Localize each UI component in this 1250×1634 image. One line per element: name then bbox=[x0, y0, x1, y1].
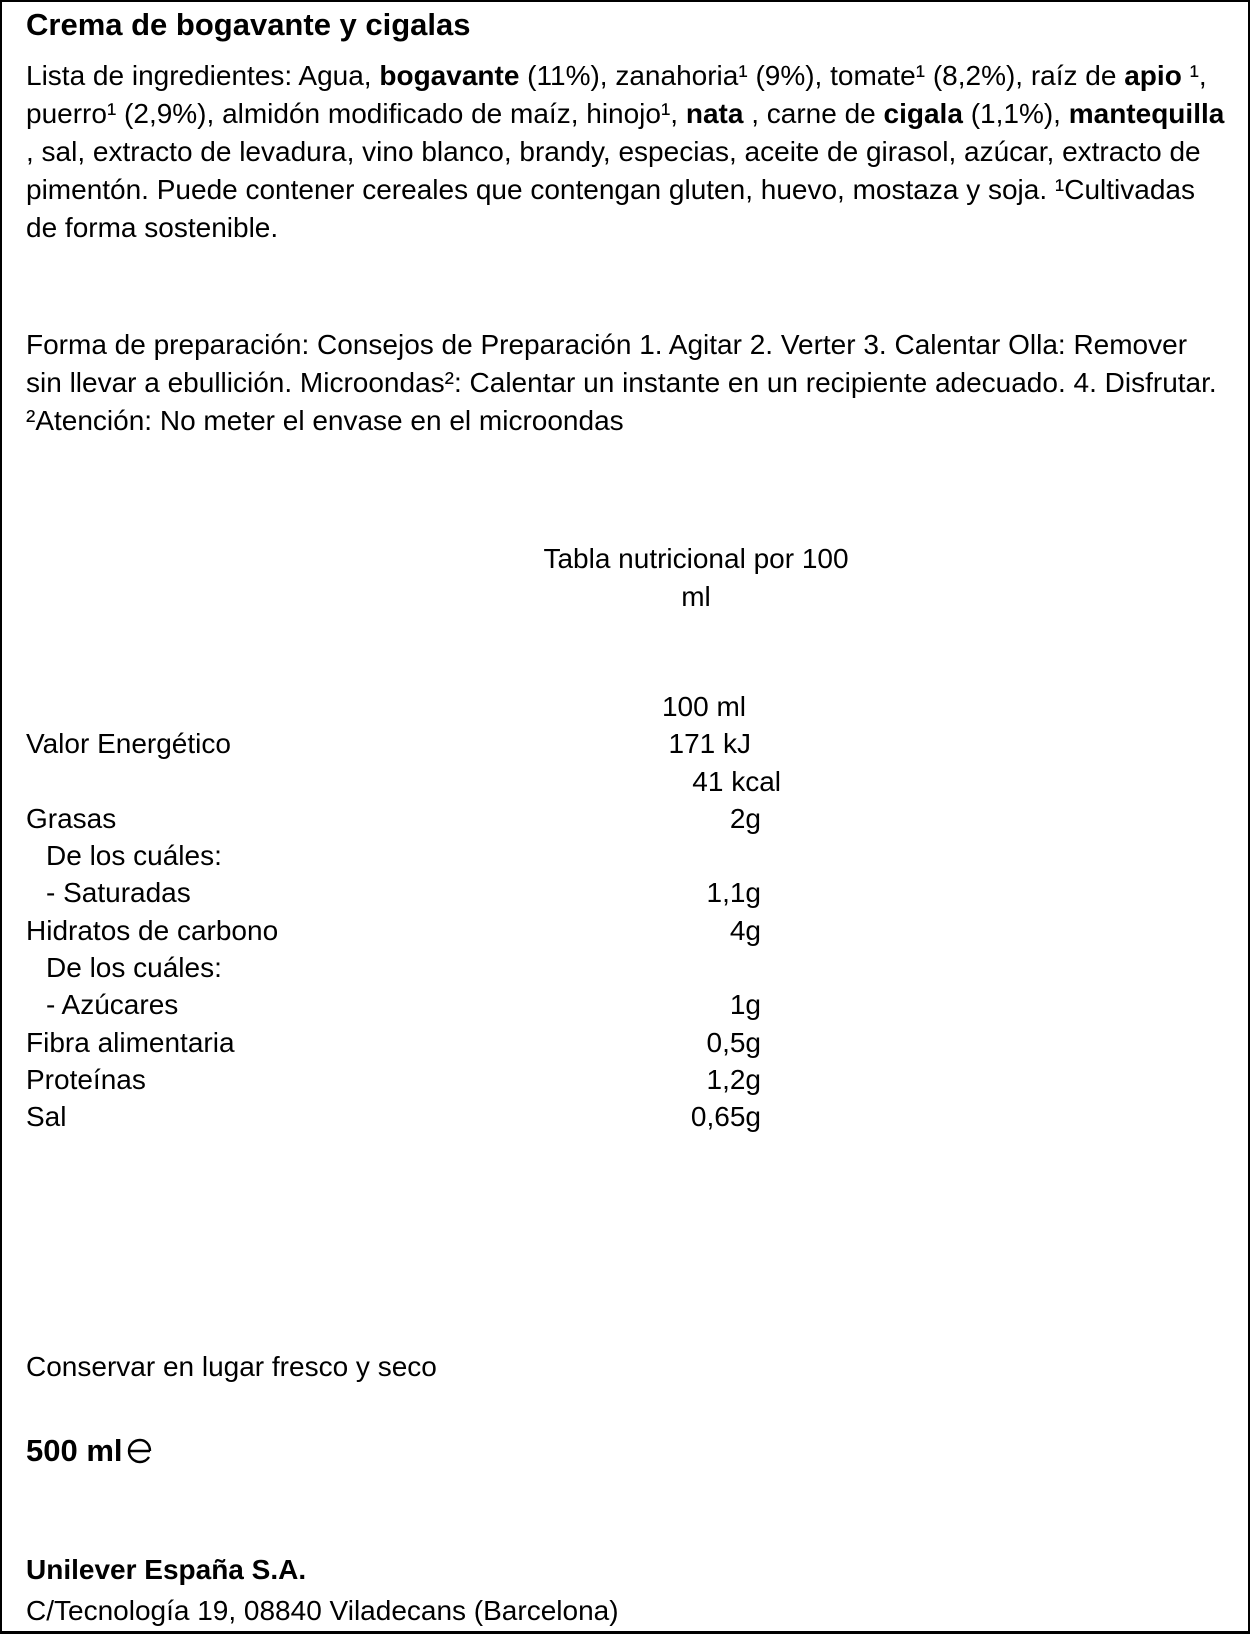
company-name: Unilever España S.A. bbox=[26, 1554, 307, 1585]
storage-instructions: Conservar en lugar fresco y seco bbox=[26, 1351, 437, 1382]
nutrition-row-energy-kcal bbox=[26, 763, 826, 800]
sugars-label: - Azúcares bbox=[46, 989, 179, 1021]
ingredient-allergen: nata bbox=[685, 98, 744, 129]
nutrition-row-salt bbox=[26, 1098, 826, 1135]
sugars-value: 1g bbox=[729, 989, 761, 1021]
ingredient-text: , carne de bbox=[743, 98, 884, 129]
fat-value: 2g bbox=[729, 802, 761, 834]
salt-value: 0,65g bbox=[690, 1101, 761, 1133]
carbs-sub-label: De los cuáles: bbox=[46, 952, 222, 984]
nutrition-header-row bbox=[26, 688, 826, 725]
nutrition-row-carbs-sub bbox=[26, 949, 826, 986]
nutrition-table-title bbox=[496, 540, 896, 616]
fiber-label: Fibra alimentaria bbox=[26, 1026, 235, 1058]
saturated-label: - Saturadas bbox=[46, 877, 191, 909]
nutrition-row-sugars bbox=[26, 986, 826, 1023]
protein-value: 1,2g bbox=[706, 1063, 761, 1095]
net-volume bbox=[26, 1432, 155, 1470]
nutrition-row-protein bbox=[26, 1061, 826, 1098]
ingredient-text: (1,1%), bbox=[962, 98, 1069, 129]
nutrition-title-line2: ml bbox=[681, 581, 711, 612]
carbs-value: 4g bbox=[729, 914, 761, 946]
ingredient-allergen: cigala bbox=[883, 98, 963, 129]
protein-label: Proteínas bbox=[26, 1063, 146, 1095]
volume-text: 500 ml bbox=[26, 1433, 123, 1468]
fat-label: Grasas bbox=[26, 802, 117, 834]
ingredients-list bbox=[26, 57, 1226, 247]
nutrition-table bbox=[26, 688, 826, 1136]
ingredient-text: (11%), zanahoria¹ (9%), tomate¹ (8,2%), raíz de bbox=[519, 60, 1125, 91]
nutrition-column-header: 100 ml bbox=[661, 691, 746, 722]
ingredient-allergen: apio bbox=[1124, 60, 1182, 91]
company-address: C/Tecnología 19, 08840 Viladecans (Barcelona) bbox=[26, 1595, 619, 1626]
preparation-instructions: Forma de preparación: Consejos de Preparación 1. Agitar 2. Verter 3. Calentar Olla: Remover sin llevar a ebullición. Microondas²: Calentar un instante en un recipiente adecuado. 4. Disfrutar. ²Atención: No meter el envase en el microondas bbox=[26, 329, 1217, 436]
nutrition-row-saturated bbox=[26, 874, 826, 911]
saturated-value: 1,1g bbox=[706, 877, 761, 909]
product-title: Crema de bogavante y cigalas bbox=[26, 7, 471, 42]
carbs-label: Hidratos de carbono bbox=[26, 914, 279, 946]
ingredient-text: Lista de ingredientes: Agua, bbox=[26, 60, 380, 91]
nutrition-row-fiber bbox=[26, 1024, 826, 1061]
fiber-value: 0,5g bbox=[706, 1026, 761, 1058]
energy-kcal-value: 41 kcal bbox=[692, 765, 781, 797]
ingredient-allergen: bogavante bbox=[379, 60, 520, 91]
energy-kj-value: 171 kJ bbox=[668, 728, 751, 760]
estimated-sign-icon bbox=[125, 1436, 155, 1466]
ingredient-text: , sal, extracto de levadura, vino blanco, brandy, especias, aceite de girasol, azúcar, extracto de pimentón. Puede contener cereales que contengan gluten, huevo, mostaza y soja. ¹Cultivadas de forma sostenible. bbox=[26, 136, 1201, 243]
nutrition-title-line1: Tabla nutricional por 100 bbox=[543, 543, 849, 574]
nutrition-row-fat-sub bbox=[26, 837, 826, 874]
ingredient-text: ¹, puerro¹ (2,9%), almidón modificado de maíz, hinojo¹, bbox=[26, 60, 1207, 129]
nutrition-row-fat bbox=[26, 800, 826, 837]
energy-label: Valor Energético bbox=[26, 728, 231, 760]
ingredient-allergen: mantequilla bbox=[1068, 98, 1225, 129]
salt-label: Sal bbox=[26, 1101, 67, 1133]
nutrition-row-energy bbox=[26, 725, 826, 762]
nutrition-row-carbs bbox=[26, 912, 826, 949]
fat-sub-label: De los cuáles: bbox=[46, 840, 222, 872]
